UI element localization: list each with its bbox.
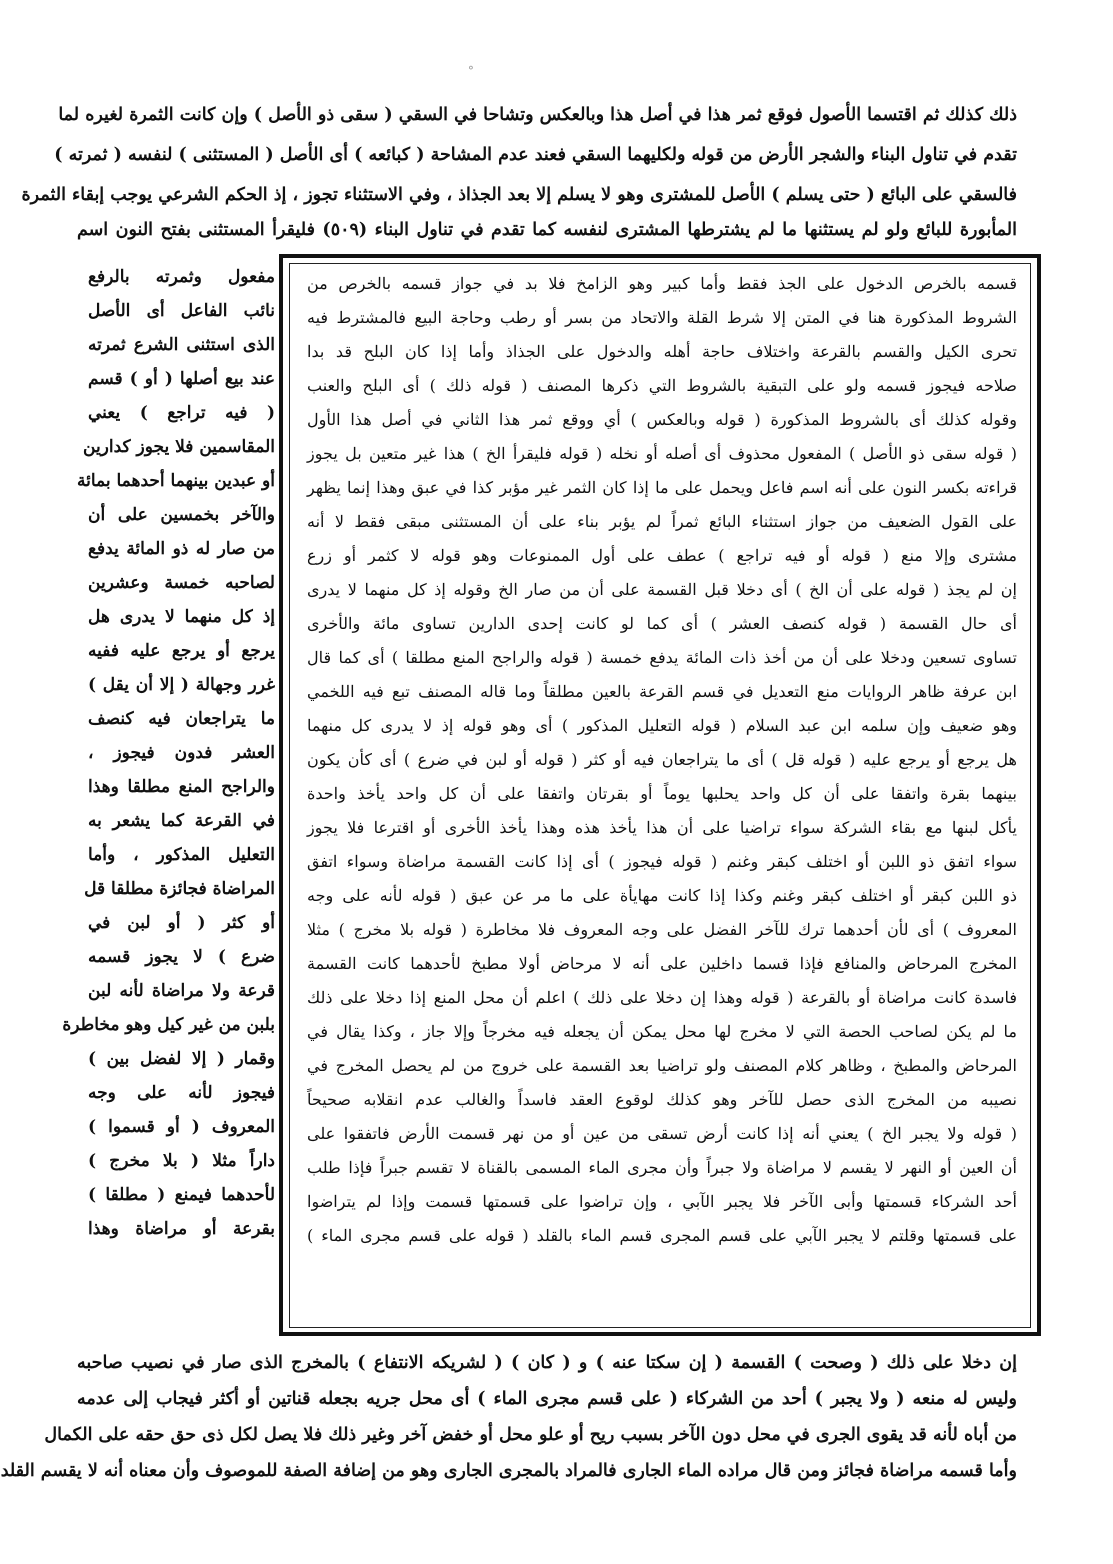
commentary-line: وهو ضعيف وإن سلمه ابن عبد السلام ( قوله التعليل المذكور ) أى وهو قوله إذ لا يدرى كل منهما: [307, 716, 1018, 735]
side-text-line: التعليل المذكور ، وأما: [88, 845, 275, 865]
main-text-line: تقدم في تناول البناء والشجر الأرض من قوله ولكليهما السقي فعند عدم المشاحة ( كبائعه ) أى الأصل ( المستثنى ) لنفسه ( ثمرته ): [54, 145, 1017, 165]
side-text-line: لأحدهما فيمنع ( مطلقا ): [88, 1185, 275, 1205]
commentary-line: يأكل لبنها مع بقاء الشركة سواء تراضيا على أن هذا يأخذ هذه وهذا يأخذ الأخرى أو اقترعا فلا يجوز: [307, 818, 1017, 837]
commentary-line: إن لم يجذ ( قوله على أن الخ ) أى دخلا قبل القسمة على أن من صار الخ وقوله إذ كل منهما لا يدرى: [307, 580, 1017, 599]
side-text-line: المقاسمين فلا يجوز كدارين: [83, 437, 275, 457]
side-text-line: من صار له ذو المائة يدفع: [88, 539, 275, 559]
main-text-line: المأبورة للبائع ولو لم يستثنها ما لم يشترطها المشترى لنفسه كما تقدم في تناول البناء (٥٠٩) فليقرأ المستثنى بفتح النون اسم: [77, 220, 1017, 240]
side-text-line: لصاحبه خمسة وعشرين: [88, 573, 275, 593]
side-text-line: إذ كل منهما لا يدرى هل: [88, 607, 275, 627]
commentary-line: مشترى وإلا منع ( قوله أو فيه تراجع ) عطف على أول الممنوعات وهو قوله لا كثمر أو زرع: [307, 546, 1017, 565]
commentary-line: قسمه بالخرص الدخول على الجذ فقط وأما كبير وهو الزامخ فلا بد في جواز قسمه بالخرص من: [307, 274, 1017, 293]
side-text-line: في القرعة كما يشعر به: [88, 811, 275, 831]
side-text-line: أو كثر ( أو لبن في: [88, 913, 275, 933]
commentary-line: أن العين أو النهر لا يقسم لا مراضاة ولا جبراً وأن مجرى الماء المسمى بالقناة لا تقسم جبراً فإذا طلب: [307, 1158, 1017, 1177]
side-text-line: فيجوز لأنه على وجه: [88, 1083, 275, 1103]
commentary-line: ( قوله ولا يجبر الخ ) يعني أنه إذا كانت أرض تسقى من عين أو من نهر قسمت الأرض فاتفقوا على: [307, 1124, 1018, 1143]
side-text-line: الذى استثنى الشرع ثمرته: [88, 335, 275, 355]
commentary-line: على القول الضعيف من جواز استثناء البائع ثمراً لم يؤبر بناء على أن المستثنى مبقى فقط لا أنه: [307, 512, 1017, 531]
side-text-line: قرعة ولا مراضاة لأنه لبن: [88, 981, 275, 1001]
side-text-line: وقمار ( إلا لفضل بين ): [88, 1049, 275, 1069]
side-text-line: يرجع أو يرجع عليه ففيه: [88, 641, 275, 661]
commentary-line: المعروف ) أى لأن أحدهما ترك للآخر الفضل على وجه المعروف فلا مخاطرة ( قوله بلا مخرج ) مثلا: [307, 920, 1017, 939]
side-text-line: والآخر بخمسين على أن: [88, 505, 275, 525]
commentary-line: الشروط المذكورة هنا في المتن إلا شرط القلة والاتحاد من بسر أو رطب وحاجة البيع فالمشترط فيه: [307, 308, 1017, 327]
commentary-line: قراءته بكسر النون على أنه اسم فاعل ويحمل على ما إذا كان الثمر غير مؤبر كذا في عبق وهذا إنما يظهر: [307, 478, 1017, 497]
commentary-line: تحرى الكيل والقسم بالقرعة واختلاف حاجة أهله والدخول على الجذاذ وأما إذا كان البلح قد بدا: [307, 342, 1017, 361]
commentary-line: ذو اللبن كبقر أو اختلف كبقر وغنم وكذا إذا كانت مهايأة على ما مر عن عبق ( قوله لأنه على وجه: [307, 886, 1017, 905]
side-text-line: بقرعة أو مراضاة وهذا: [88, 1219, 275, 1239]
side-text-line: ضرع ) لا يجوز قسمه: [88, 947, 275, 967]
side-text-line: والراجح المنع مطلقا وهذا: [88, 777, 275, 797]
main-text-line: وليس له منعه ( ولا يجبر ) أحد من الشركاء ( على قسم مجرى الماء ) أى محل جريه بجعله قناتين أو أكثر فيجاب إلى عدمه: [77, 1389, 1018, 1409]
commentary-line: وقوله كذلك أى بالشروط المذكورة ( قوله وبالعكس ) أي ووقع ثمر هذا الثاني في أصل هذا الأول: [307, 410, 1017, 429]
side-text-line: ما يتراجعان فيه كنصف: [88, 709, 275, 729]
side-text-line: مفعول وثمرته بالرفع: [88, 267, 275, 287]
commentary-line: نصيبه من المخرج الذى حصل للآخر وهو كذلك لوقوع العقد فاسداً والغالب عدم انقلابه صحيحاً: [307, 1090, 1017, 1109]
commentary-line: ( قوله سقى ذو الأصل ) المفعول محذوف أى أصله أو نخله ( قوله فليقرأ الخ ) هذا غير متعين بل يجوز: [307, 444, 1017, 463]
side-text-line: بلبن من غير كيل وهو مخاطرة: [62, 1015, 275, 1035]
side-text-line: عند بيع أصلها ( أو ) قسم: [88, 369, 275, 389]
side-text-line: المراضاة فجائزة مطلقا قل: [84, 879, 275, 899]
commentary-line: سواء اتفق ذو اللبن أو اختلف كبقر وغنم ( قوله فيجوز ) أى إذا كانت القسمة مراضاة وسواء اتفق: [307, 852, 1017, 871]
main-text-line: من أباه لأنه قد يقوى الجرى في محل دون الآخر بسبب ريح أو علو محل أو خفض آخر وغير ذلك فلا يصل لكل ذى حق حقه على الكمال: [44, 1425, 1017, 1445]
commentary-line: المخرج المرحاض والمنافع فإذا قسما داخلين على أنه لا مرحاض أولا مطبخ لأحدهما كانت القسمة: [307, 954, 1018, 973]
commentary-line: فاسدة كانت مراضاة أو بالقرعة ( قوله وهذا إن دخلا على ذلك ) اعلم أن محل المنع إذا دخلا على ذلك: [307, 988, 1017, 1007]
side-text-line: داراً مثلا ( بلا مخرج ): [88, 1151, 275, 1171]
commentary-line: ما لم يكن لصاحب الحصة التي لا مخرج لها محل يمكن أن يجعله فيه مخرجاً وإلا جاز ، وكذا يقال في: [307, 1022, 1017, 1041]
main-text-line: ذلك كذلك ثم اقتسما الأصول فوقع ثمر هذا في أصل هذا وبالعكس وتشاحا في السقي ( سقى ذو الأصل ) وإن كانت الثمرة لغيره لما: [58, 105, 1017, 125]
main-text-line: فالسقي على البائع ( حتى يسلم ) الأصل للمشترى وهو لا يسلم إلا بعد الجذاذ ، وفي الاستثناء تجوز ، إذ الحكم الشرعي يوجب إبقاء الثمرة: [21, 185, 1017, 205]
commentary-line: على قسمتها وقلتم لا يجبر الآبي على قسم المجرى قسم الماء بالقلد ( قوله على قسم مجرى الماء ): [307, 1226, 1017, 1245]
commentary-line: ابن عرفة ظاهر الروايات منع التعديل في قسم القرعة بالعين مطلقاً وما قاله المصنف تبع فيه اللخمي: [307, 682, 1017, 701]
side-text-line: ( فيه تراجع ) يعني: [88, 403, 275, 423]
commentary-line: المرحاض والمطبخ ، وظاهر كلام المصنف ولو تراضيا بعد القسمة على خروج من لم يحصل المخرج في: [307, 1056, 1017, 1075]
commentary-line: أى حال القسمة ( قوله كنصف العشر ) أى كما لو كانت إحدى الدارين تساوى مائة والأخرى: [307, 614, 1017, 633]
side-text-line: أو عبدين بينهما أحدهما بمائة: [76, 471, 275, 491]
side-text-line: المعروف ( أو قسموا ): [88, 1117, 275, 1137]
main-text-line: وأما قسمه مراضاة فجائز ومن قال مراده الماء الجارى فالمراد بالمجرى الجارى وهو من إضافة الصفة للموصوف وأن معناه أنه لا يقسم القلد: [0, 1461, 1017, 1481]
side-text-line: العشر فدون فيجوز ،: [88, 743, 275, 763]
commentary-line: بينهما بقرة واتفقا على أن كل واحد يحلبها يوماً أو بقرتان واتفقا على أن كل واحد يأخذ واحدة: [307, 784, 1017, 803]
commentary-line: تساوى تسعين ودخلا على أن من أخذ ذات المائة يدفع خمسة ( قوله والراجح المنع مطلقا ) أى كما قال: [307, 648, 1017, 667]
binding-mark: ﹾ: [468, 66, 473, 82]
main-text-line: إن دخلا على ذلك ( وصحت ) القسمة ( إن سكتا عنه ) و ( كان ) ( لشريكه الانتفاع ) بالمخرج الذى صار في نصيب صاحبه: [77, 1353, 1017, 1373]
commentary-line: هل يرجع أو يرجع عليه ( قوله قل ) أى ما يتراجعان فيه أو كثر ( قوله أو لبن في ضرع ) أى كأن يكون: [307, 750, 1017, 769]
commentary-line: صلاحه فيجوز قسمه ولو على التبقية بالشروط التي ذكرها المصنف ( قوله ذلك ) أى البلح والعنب: [307, 376, 1017, 395]
side-text-line: نائب الفاعل أى الأصل: [88, 301, 275, 321]
side-text-line: غرر وجهالة ( إلا أن يقل ): [88, 675, 275, 695]
commentary-line: أحد الشركاء قسمتها وأبى الآخر فلا يجبر الآبي ، وإن تراضوا على قسمتها قسمت وإذا لم يتراضوا: [307, 1192, 1017, 1211]
